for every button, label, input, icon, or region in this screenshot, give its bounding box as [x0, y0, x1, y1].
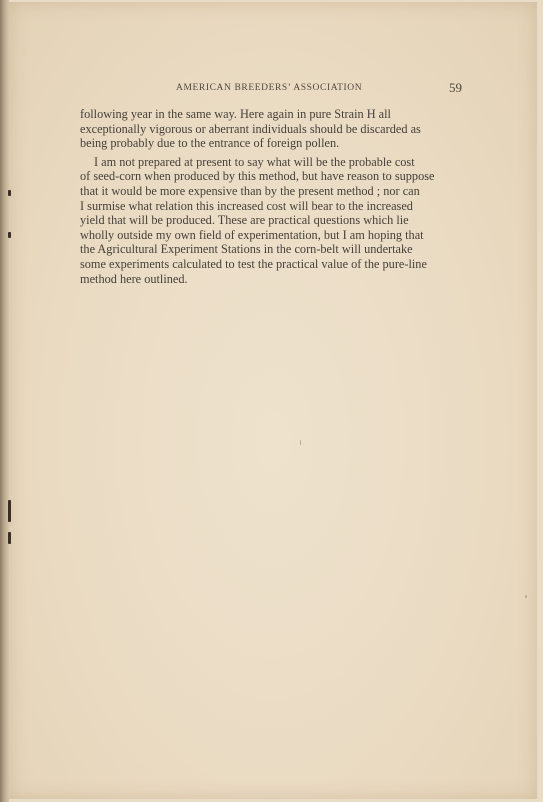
text-line: some experiments calculated to test the practical value of the pure-line [80, 256, 427, 271]
page-number: 59 [449, 80, 462, 95]
text-line: of seed-corn when produced by this method, but have reason to suppose [80, 169, 435, 184]
text-line: that it would be more expensive than by the present method ; nor can [80, 183, 420, 198]
binding-staple [8, 232, 11, 238]
running-head-title: AMERICAN BREEDERS’ ASSOCIATION [176, 83, 363, 93]
binding-staple [8, 500, 11, 522]
paper-speck [300, 440, 301, 445]
text-line: yield that will be produced. These are practical questions which lie [80, 213, 409, 228]
binding-staple [8, 532, 11, 544]
text-line: I am not prepared at present to say what will be the probable cost [94, 154, 415, 169]
paper-speck [525, 595, 527, 598]
text-line: being probably due to the entrance of foreign pollen. [80, 136, 340, 151]
text-line: following year in the same way. Here again in pure Strain H all [80, 107, 391, 121]
text-line: the Agricultural Experiment Stations in the corn-belt will undertake [80, 242, 413, 257]
text-line: wholly outside my own field of experimentation, but I am hoping that [80, 227, 424, 242]
text-line: exceptionally vigorous or aberrant individuals should be discarded as [80, 121, 421, 136]
binding-edge [0, 0, 9, 802]
text-line: method here outlined. [80, 271, 188, 286]
text-line: I surmise what relation this increased cost will bear to the increased [80, 198, 413, 213]
body-text [80, 107, 460, 290]
binding-staple [8, 190, 11, 196]
paragraph [80, 107, 460, 151]
paragraph [80, 155, 460, 286]
running-head [168, 80, 478, 100]
